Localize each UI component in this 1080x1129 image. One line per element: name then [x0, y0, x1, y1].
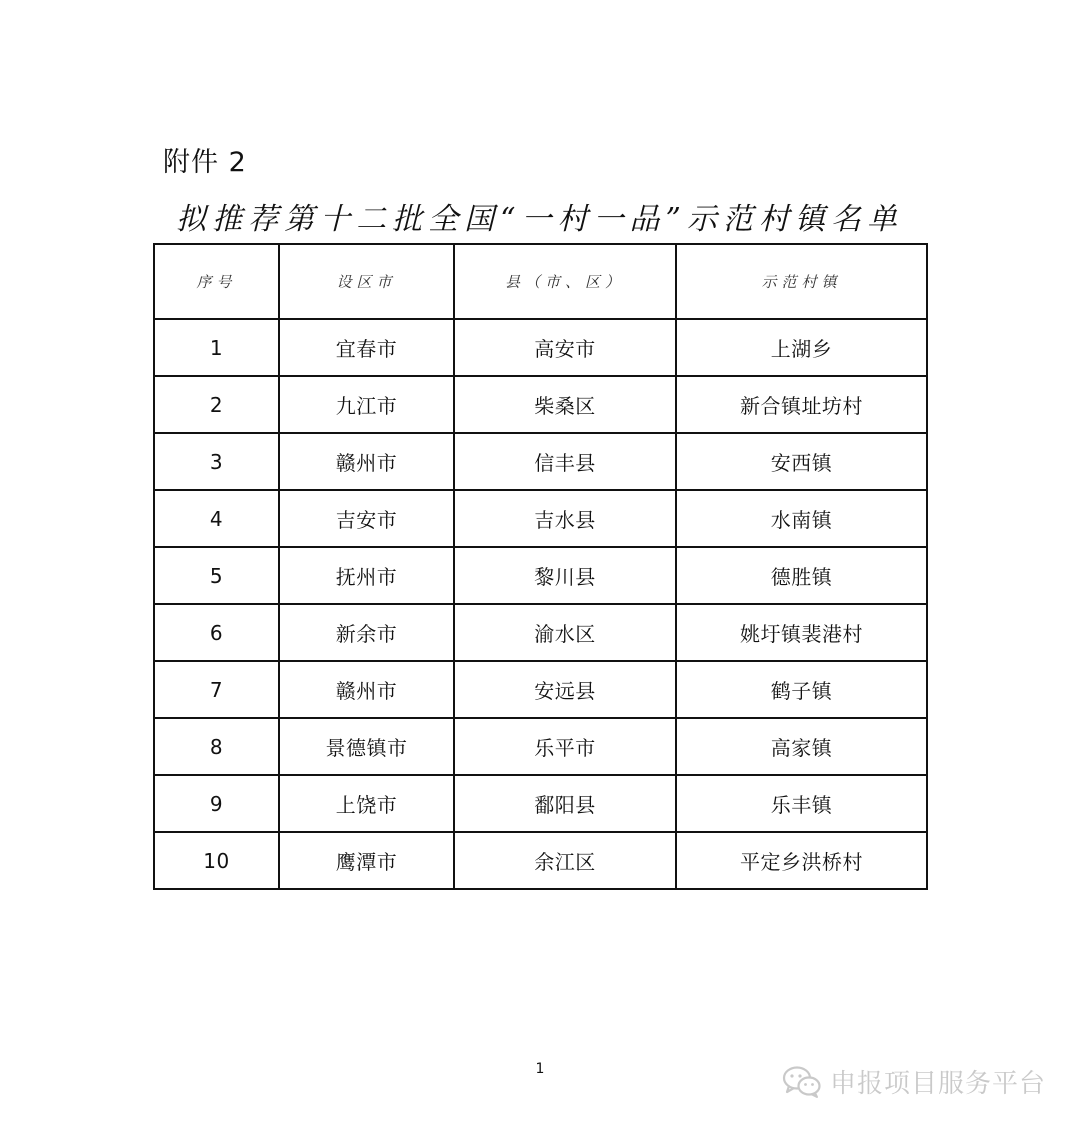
- cell-village: 平定乡洪桥村: [676, 832, 927, 889]
- table-row: [154, 433, 927, 490]
- cell-index: 8: [154, 718, 279, 775]
- cell-index: 1: [154, 319, 279, 376]
- cell-city: 赣州市: [279, 433, 454, 490]
- document-title: 拟推荐第十二批全国“一村一品”示范村镇名单: [176, 202, 903, 237]
- cell-county: 柴桑区: [454, 376, 676, 433]
- cell-city: 鹰潭市: [279, 832, 454, 889]
- cell-index: 9: [154, 775, 279, 832]
- cell-city: 赣州市: [279, 661, 454, 718]
- cell-county: 渝水区: [454, 604, 676, 661]
- watermark: [782, 1063, 1046, 1100]
- table-row: [154, 547, 927, 604]
- cell-county: 信丰县: [454, 433, 676, 490]
- cell-village: 高家镇: [676, 718, 927, 775]
- cell-county: 高安市: [454, 319, 676, 376]
- demonstration-villages-table: [153, 243, 928, 890]
- table-row: [154, 832, 927, 889]
- cell-city: 吉安市: [279, 490, 454, 547]
- column-header-index: 序号: [154, 244, 279, 319]
- cell-city: 九江市: [279, 376, 454, 433]
- table-row: [154, 604, 927, 661]
- cell-city: 上饶市: [279, 775, 454, 832]
- table-row: [154, 319, 927, 376]
- watermark-text: 申报项目服务平台: [830, 1069, 1047, 1099]
- cell-village: 姚圩镇裴港村: [676, 604, 927, 661]
- cell-village: 安西镇: [676, 433, 927, 490]
- cell-city: 抚州市: [279, 547, 454, 604]
- attachment-label: 附件 2: [163, 147, 247, 178]
- column-header-city: 设区市: [279, 244, 454, 319]
- cell-county: 余江区: [454, 832, 676, 889]
- cell-city: 宜春市: [279, 319, 454, 376]
- table-row: [154, 661, 927, 718]
- cell-village: 水南镇: [676, 490, 927, 547]
- table-row: [154, 775, 927, 832]
- cell-city: 景德镇市: [279, 718, 454, 775]
- table-header-row: [154, 244, 927, 319]
- cell-index: 6: [154, 604, 279, 661]
- cell-index: 7: [154, 661, 279, 718]
- cell-index: 3: [154, 433, 279, 490]
- cell-county: 黎川县: [454, 547, 676, 604]
- table-row: [154, 718, 927, 775]
- cell-index: 4: [154, 490, 279, 547]
- cell-county: 乐平市: [454, 718, 676, 775]
- cell-county: 安远县: [454, 661, 676, 718]
- cell-city: 新余市: [279, 604, 454, 661]
- cell-index: 10: [154, 832, 279, 889]
- wechat-icon: [782, 1065, 822, 1099]
- table-row: [154, 376, 927, 433]
- cell-index: 5: [154, 547, 279, 604]
- cell-county: 鄱阳县: [454, 775, 676, 832]
- column-header-county: 县（市、区）: [454, 244, 676, 319]
- cell-index: 2: [154, 376, 279, 433]
- column-header-village: 示范村镇: [676, 244, 927, 319]
- cell-village: 新合镇址坊村: [676, 376, 927, 433]
- cell-county: 吉水县: [454, 490, 676, 547]
- cell-village: 德胜镇: [676, 547, 927, 604]
- table-row: [154, 490, 927, 547]
- page-number: 1: [535, 1061, 545, 1077]
- cell-village: 上湖乡: [676, 319, 927, 376]
- cell-village: 鹤子镇: [676, 661, 927, 718]
- cell-village: 乐丰镇: [676, 775, 927, 832]
